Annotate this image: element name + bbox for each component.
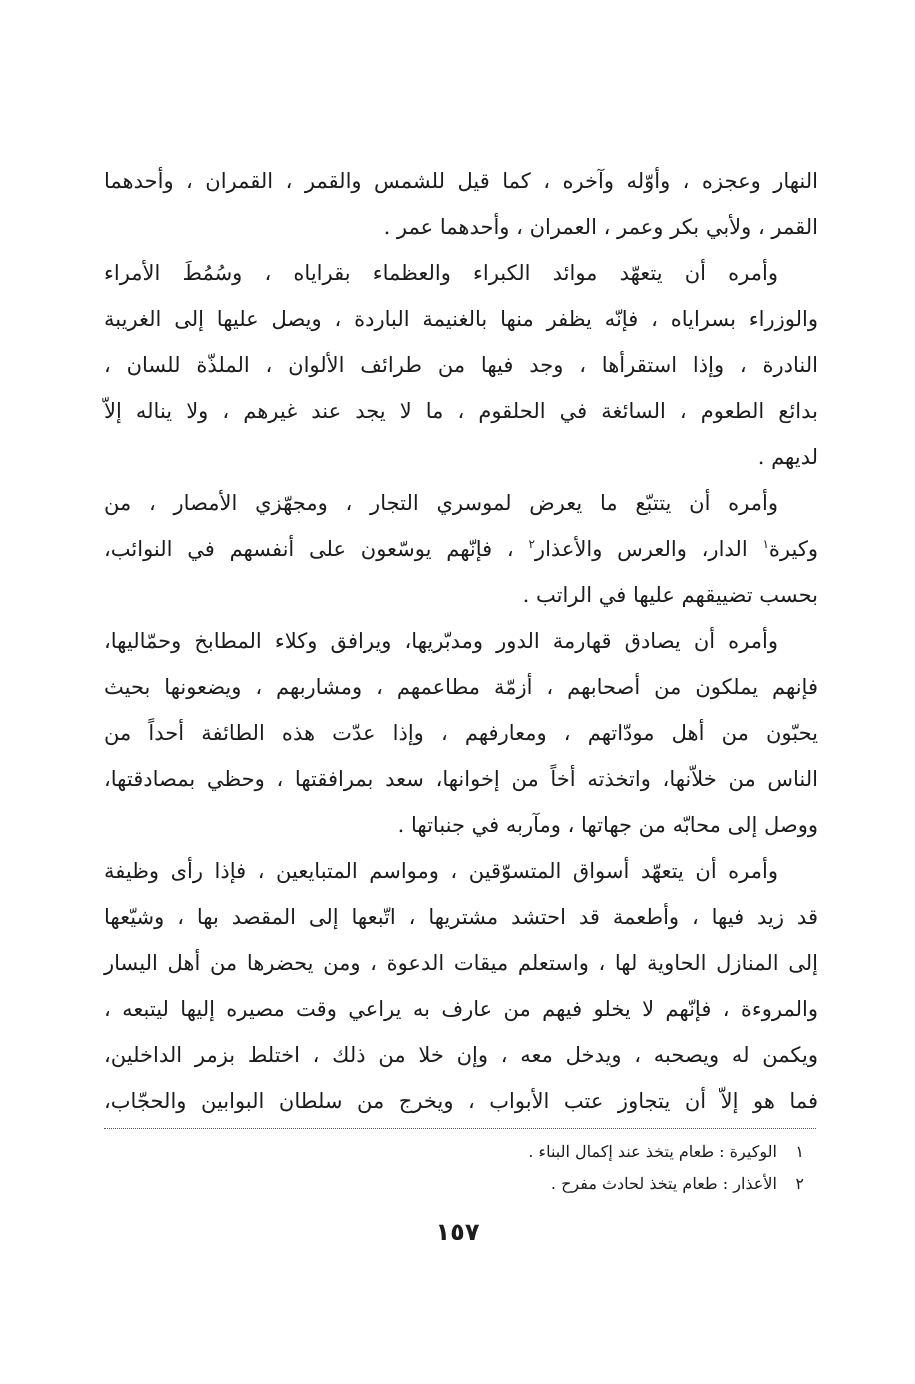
text-line: إلى المنازل الحاوية لها ، واستعلم ميقات الدعوة ، ومن يحضرها من أهل اليسار: [104, 951, 818, 975]
page-number: ١٥٧: [435, 1218, 480, 1246]
text-segment: ، فإنّهم يوسّعون على أنفسهم في النوائب،: [104, 537, 514, 561]
text-segment: وكيرة: [768, 537, 818, 561]
footnote-separator: [104, 1128, 816, 1129]
paragraph-5: [104, 848, 818, 1124]
footnote-text: الأعذار : طعام يتخذ لحادث مفرح .: [550, 1174, 777, 1193]
text-line: بحسب تضييقهم عليها في الراتب .: [522, 583, 818, 607]
footnote-number: ٢: [795, 1174, 804, 1193]
text-line: النادرة ، وإذا استقرأها ، وجد فيها من طرائف الألوان ، الملذّة للسان ،: [104, 353, 818, 377]
footnote-marker: ١: [762, 537, 769, 551]
text-line: النهار وعجزه ، وأوّله وآخره ، كما قيل للشمس والقمر ، القمران ، وأحدهما: [104, 169, 818, 193]
text-line: وأمره أن يصادق قهارمة الدور ومدبّريها، ويرافق وكلاء المطابخ وحمّاليها،: [104, 629, 778, 653]
paragraph-3: [104, 480, 818, 618]
text-line: وأمره أن يتتبّع ما يعرض لموسري التجار ، ومجهّزي الأمصار ، من: [104, 491, 778, 515]
text-line: الناس من خلاّنها، واتخذته أخاً من إخوانها، سعد بمرافقتها ، وحظي بمصادقتها،: [104, 767, 818, 791]
text-line: فما هو إلاّ أن يتجاوز عتب الأبواب ، ويخرج من سلطان البوابين والحجّاب،: [104, 1089, 818, 1113]
text-line: ويكمن له ويصحبه ، ويدخل معه ، وإن خلا من ذلك ، اختلط بزمر الداخلين،: [104, 1043, 818, 1067]
text-line: ووصل إلى محابّه من جهاتها ، ومآربه في جنباتها .: [397, 813, 818, 837]
text-line: لديهم .: [757, 445, 818, 469]
footnote: [104, 1168, 804, 1200]
body-text: [104, 158, 818, 1124]
text-line: قد زيد فيها ، وأطعمة قد احتشد مشتريها ، اتّبعها إلى المقصد بها ، وشيّعها: [104, 905, 818, 929]
paragraph-4: [104, 618, 818, 848]
text-line: والوزراء بسراياه ، فإنّه يظفر منها بالغنيمة الباردة ، ويصل عليها إلى الغريبة: [104, 307, 818, 331]
text-line: والمروءة ، فإنّهم لا يخلو فيهم من عارف به يراعي وقت مصيره إليها ليتبعه ،: [104, 997, 818, 1021]
text-line: القمر ، ولأبي بكر وعمر ، العمران ، وأحدهما عمر .: [383, 215, 818, 239]
text-line: بدائع الطعوم ، السائغة في الحلقوم ، ما لا يجد عند غيرهم ، ولا يناله إلاّ: [104, 399, 818, 423]
paragraph-1: [104, 158, 818, 250]
footnote: [104, 1136, 804, 1168]
text-line: يحبّون من أهل مودّاتهم ، ومعارفهم ، وإذا عدّت هذه الطائفة أحداً من: [104, 721, 818, 745]
footnote-number: ١: [795, 1142, 804, 1161]
text-segment: الدار، والعرس والأعذار: [534, 537, 748, 561]
footnotes: [104, 1136, 804, 1200]
text-line: وأمره أن يتعهّد أسواق المتسوّقين ، ومواسم المتبايعين ، فإذا رأى وظيفة: [104, 859, 778, 883]
text-line: وأمره أن يتعهّد موائد الكبراء والعظماء بقراياه ، وسُمُطَ الأمراء: [104, 261, 778, 285]
footnote-text: الوكيرة : طعام يتخذ عند إكمال البناء .: [528, 1142, 777, 1161]
paragraph-2: [104, 250, 818, 480]
footnote-marker: ٢: [528, 537, 535, 551]
text-line: [104, 526, 818, 572]
text-line: فإنهم يملكون من أصحابهم ، أزمّة مطاعمهم ، ومشاربهم ، ويضعونها بحيث: [104, 675, 818, 699]
